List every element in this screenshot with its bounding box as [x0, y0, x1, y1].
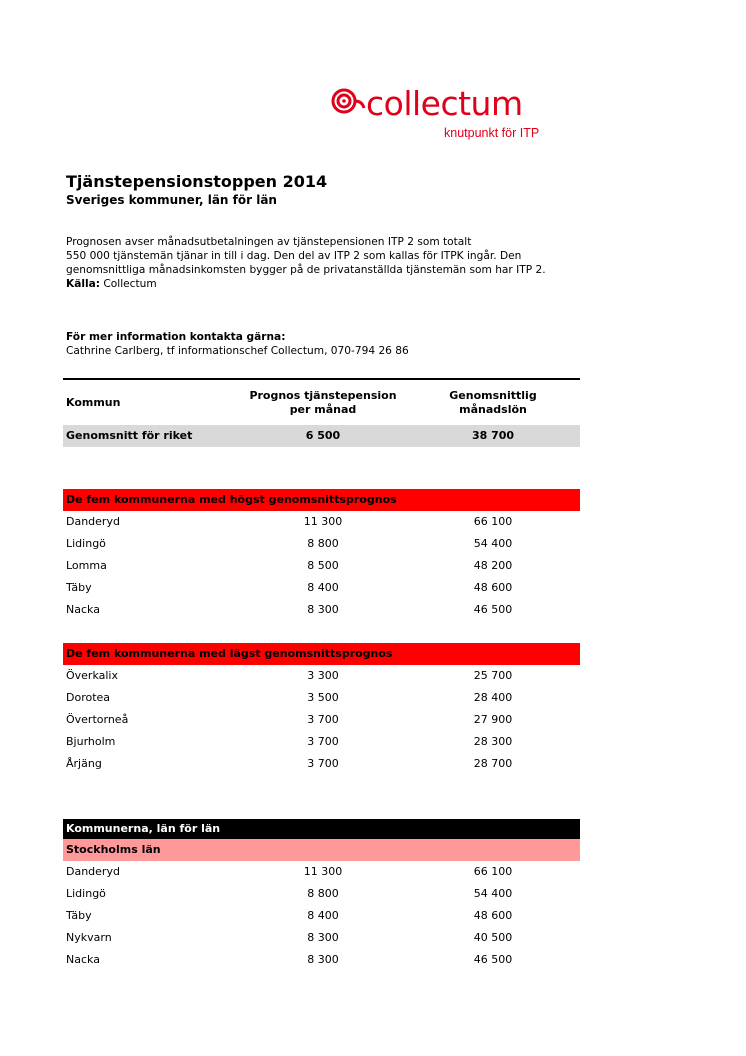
- table-row: [63, 687, 580, 709]
- logo-tagline: knutpunkt för ITP: [444, 126, 540, 140]
- salary-value: 66 100: [473, 515, 513, 528]
- pension-value: 8 300: [307, 953, 339, 966]
- municipality-name: Lomma: [66, 559, 107, 572]
- salary-value: 28 400: [473, 691, 513, 704]
- intro-line: 550 000 tjänstemän tjänar in till i dag. Den del av ITP 2 som kallas för ITPK ingår. Den: [66, 250, 522, 262]
- pension-value: 11 300: [303, 515, 343, 528]
- column-header-line: Genomsnittlig: [449, 389, 537, 402]
- national-average-row: [63, 425, 580, 447]
- municipality-name: Nacka: [66, 603, 100, 616]
- intro-line: Prognosen avser månadsutbetalningen av tjänstepensionen ITP 2 som totalt: [66, 236, 472, 248]
- municipality-name: Nacka: [66, 953, 100, 966]
- pension-value: 8 400: [307, 909, 339, 922]
- column-header-salary: [413, 389, 573, 417]
- bottom-five-rows: [63, 665, 580, 775]
- pension-value: 8 800: [307, 537, 339, 550]
- bottom-five-header: [63, 643, 580, 665]
- column-header-line: månadslön: [459, 403, 527, 416]
- pension-value: 3 700: [307, 713, 339, 726]
- source-label: Källa:: [66, 278, 101, 290]
- county-section: [63, 819, 580, 971]
- source-value: Collectum: [103, 278, 157, 290]
- contact-person: Cathrine Carlberg, tf informationschef Collectum, 070-794 26 86: [66, 345, 409, 357]
- average-salary: 38 700: [471, 429, 515, 442]
- table-header: [63, 378, 580, 427]
- section-label: De fem kommunerna med högst genomsnittsprognos: [66, 493, 397, 506]
- source-line: [66, 277, 586, 291]
- top-five-rows: [63, 511, 580, 621]
- table-row: [63, 577, 580, 599]
- salary-value: 46 500: [473, 953, 513, 966]
- pension-value: 11 300: [303, 865, 343, 878]
- section-label: De fem kommunerna med lägst genomsnittsprognos: [66, 647, 393, 660]
- municipality-name: Täby: [66, 581, 92, 594]
- salary-value: 48 600: [473, 581, 513, 594]
- column-header-line: per månad: [289, 403, 357, 416]
- municipality-name: Bjurholm: [66, 735, 116, 748]
- table-row: [63, 665, 580, 687]
- table-row: [63, 533, 580, 555]
- pension-value: 3 300: [307, 669, 339, 682]
- municipality-name: Överkalix: [66, 669, 118, 682]
- table-row: [63, 753, 580, 775]
- intro-line: genomsnittliga månadsinkomsten bygger på de privatanställda tjänstemän som har ITP 2.: [66, 264, 546, 276]
- county-rows: [63, 861, 580, 971]
- salary-value: 28 300: [473, 735, 513, 748]
- table-row: [63, 731, 580, 753]
- table-row: [63, 555, 580, 577]
- contact-heading: För mer information kontakta gärna:: [66, 331, 286, 343]
- municipality-name: Lidingö: [66, 537, 106, 550]
- pension-value: 3 700: [307, 757, 339, 770]
- municipality-name: Täby: [66, 909, 92, 922]
- salary-value: 27 900: [473, 713, 513, 726]
- salary-value: 54 400: [473, 537, 513, 550]
- table-row: [63, 599, 580, 621]
- column-header-line: Prognos tjänstepension: [249, 389, 397, 402]
- pension-value: 8 500: [307, 559, 339, 572]
- salary-value: 48 600: [473, 909, 513, 922]
- county-header: [63, 839, 580, 861]
- contact-info: [66, 330, 409, 358]
- salary-value: 66 100: [473, 865, 513, 878]
- table-row: [63, 949, 580, 971]
- municipality-name: Övertorneå: [66, 713, 129, 726]
- salary-value: 40 500: [473, 931, 513, 944]
- logo-wordmark: collectum: [366, 84, 523, 123]
- salary-value: 28 700: [473, 757, 513, 770]
- table-row: [63, 927, 580, 949]
- pension-value: 3 700: [307, 735, 339, 748]
- top-five-header: [63, 489, 580, 511]
- page-subtitle: Sveriges kommuner, län för län: [66, 193, 277, 207]
- intro-text: [66, 235, 586, 291]
- pension-value: 8 300: [307, 603, 339, 616]
- table-row: [63, 861, 580, 883]
- pension-value: 3 500: [307, 691, 339, 704]
- column-header-pension: [233, 389, 413, 417]
- municipality-name: Årjäng: [66, 757, 102, 770]
- salary-value: 48 200: [473, 559, 513, 572]
- pension-value: 8 300: [307, 931, 339, 944]
- salary-value: 25 700: [473, 669, 513, 682]
- bottom-five-section: [63, 643, 580, 775]
- table-row: [63, 883, 580, 905]
- county-name: Stockholms län: [66, 843, 161, 856]
- top-five-section: [63, 489, 580, 621]
- column-header-kommun: Kommun: [66, 396, 121, 409]
- municipality-name: Danderyd: [66, 515, 120, 528]
- collectum-logo: [330, 82, 560, 146]
- average-pension: 6 500: [305, 429, 341, 442]
- salary-value: 46 500: [473, 603, 513, 616]
- table-row: [63, 511, 580, 533]
- page-title: Tjänstepensionstoppen 2014: [66, 172, 328, 191]
- table-row: [63, 709, 580, 731]
- municipality-name: Nykvarn: [66, 931, 112, 944]
- county-section-header: [63, 819, 580, 839]
- average-label: Genomsnitt för riket: [66, 429, 193, 442]
- municipality-name: Lidingö: [66, 887, 106, 900]
- collectum-spiral-icon: [330, 86, 370, 120]
- municipality-name: Danderyd: [66, 865, 120, 878]
- pension-value: 8 400: [307, 581, 339, 594]
- section-label: Kommunerna, län för län: [66, 822, 221, 835]
- table-row: [63, 905, 580, 927]
- municipality-name: Dorotea: [66, 691, 111, 704]
- pension-value: 8 800: [307, 887, 339, 900]
- salary-value: 54 400: [473, 887, 513, 900]
